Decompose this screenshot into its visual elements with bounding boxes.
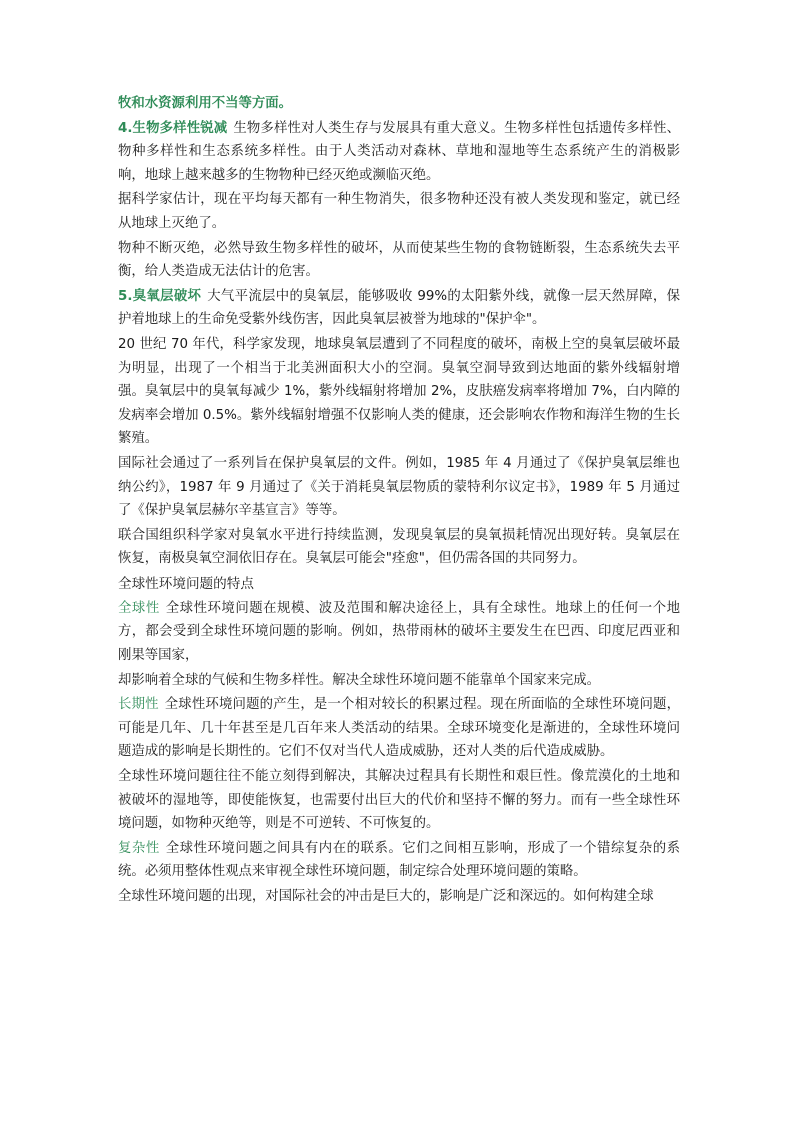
- paragraph-species-estimate: 据科学家估计，现在平均每天都有一种生物消失，很多物种还没有被人类发现和鉴定，就已经从地球上灭绝了。: [118, 192, 680, 231]
- paragraph-ozone-recovery: 联合国组织科学家对臭氧水平进行持续监测，发现臭氧层的臭氧损耗情况出现好转。臭氧层在恢复，南极臭氧空洞依旧存在。臭氧层可能会"痊愈"，但仍需各国的共同努力。: [118, 527, 680, 567]
- paragraph-species-extinction: 物种不断灭绝，必然导致生物多样性的破坏，从而使某些生物的食物链断裂，生态系统失去平衡，给人类造成无法估计的危害。: [118, 240, 680, 280]
- section-global: [118, 597, 680, 668]
- section-ozone: [118, 285, 680, 332]
- section-text-biodiversity: 生物多样性对人类生存与发展具有重大意义。生物多样性包括遗传多样性、物种多样性和生态系统多样性。由于人类活动对森林、草地和湿地等生态系统产生的消极影响，地球上越来越多的生物物种已经灭绝或濒临灭绝。: [118, 120, 681, 183]
- text-longterm: 全球性环境问题的产生，是一个相对较长的积累过程。现在所面临的全球性环境问题，可能是几年、几十年甚至是几百年来人类活动的结果。全球环境变化是渐进的，全球性环境问题造成的影响是长期性的。它们不仅对当代人造成威胁，还对人类的后代造成威胁。: [118, 697, 681, 760]
- section-text-ozone: 大气平流层中的臭氧层，能够吸收 99%的太阳紫外线，就像一层天然屏障，保护着地球上的生命免受紫外线伤害，因此臭氧层被誉为地球的"保护伞"。: [118, 288, 680, 328]
- paragraph-longterm-solution: 全球性环境问题往往不能立刻得到解决，其解决过程具有长期性和艰巨性。像荒漠化的土地和被破坏的湿地等，即使能恢复，也需要付出巨大的代价和坚持不懈的努力。而有一些全球性环境问题，如物种灭绝等，则是不可逆转、不可恢复的。: [118, 769, 680, 832]
- term-global: 全球性: [118, 600, 160, 616]
- paragraph-intro: 牧和水资源利用不当等方面。: [118, 96, 293, 111]
- document-body: [118, 92, 680, 910]
- section-longterm: [118, 693, 680, 764]
- term-longterm: 长期性: [118, 697, 159, 713]
- paragraph-ozone-hole: 20 世纪 70 年代，科学家发现，地球臭氧层遭到了不同程度的破坏，南极上空的臭氧层破坏最为明显，出现了一个相当于北美洲面积大小的空洞。臭氧空洞导致到达地面的紫外线辐射增强。臭氧层中的臭氧每减少 1%，紫外线辐射将增加 2%，皮肤癌发病率将增加 7%，白内障的发病率会增加 0.5%。紫外线辐射增强不仅影响人类的健康，还会影响农作物和海洋生物的生长繁殖。: [118, 336, 680, 447]
- paragraph-ozone-treaties: 国际社会通过了一系列旨在保护臭氧层的文件。例如，1985 年 4 月通过了《保护臭氧层维也纳公约》，1987 年 9 月通过了《关于消耗臭氧层物质的蒙特利尔议定书》，1989 年 5 月通过了《保护臭氧层赫尔辛基宣言》等等。: [118, 455, 680, 519]
- term-complex: 复杂性: [118, 840, 160, 856]
- text-complex: 全球性环境问题之间具有内在的联系。它们之间相互影响，形成了一个错综复杂的系统。必须用整体性观点来审视全球性环境问题，制定综合处理环境问题的策略。: [118, 840, 681, 880]
- section-title-biodiversity: 4.生物多样性锐减: [118, 120, 228, 136]
- paragraph-international-impact: 全球性环境问题的出现，对国际社会的冲击是巨大的，影响是广泛和深远的。如何构建全球: [118, 889, 654, 904]
- heading-characteristics: 全球性环境问题的特点: [118, 575, 254, 592]
- section-biodiversity: [118, 117, 680, 188]
- section-title-ozone: 5.臭氧层破坏: [118, 288, 202, 304]
- paragraph-global-impact: 却影响着全球的气候和生物多样性。解决全球性环境问题不能靠单个国家来完成。: [118, 672, 601, 688]
- section-complex: [118, 837, 680, 884]
- text-global: 全球性环境问题在规模、波及范围和解决途径上，具有全球性。地球上的任何一个地方，都会受到全球性环境问题的影响。例如，热带雨林的破坏主要发生在巴西、印度尼西亚和刚果等国家，: [118, 600, 681, 664]
